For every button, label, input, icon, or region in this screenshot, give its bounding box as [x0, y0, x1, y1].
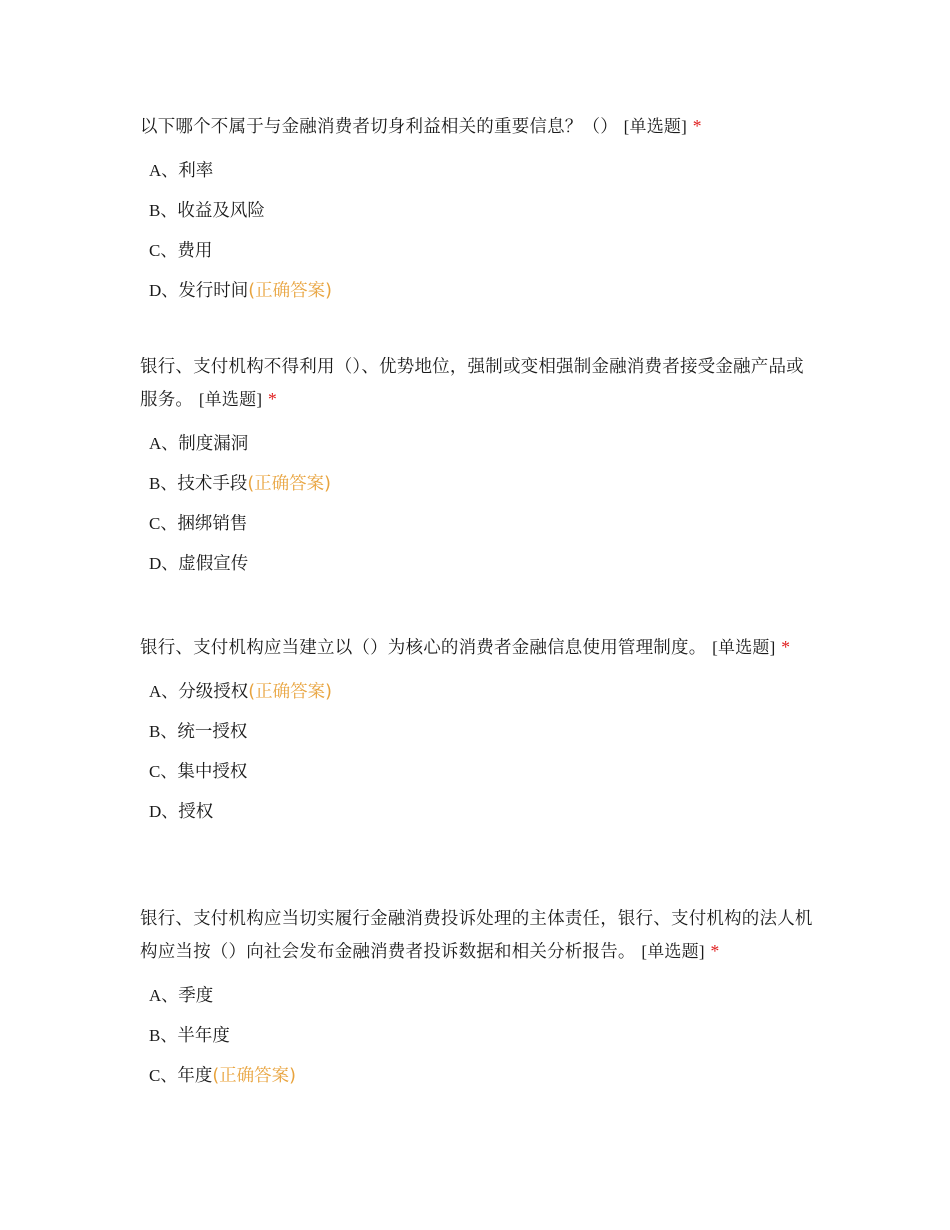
option-text: 年度 [177, 1066, 213, 1086]
option-text: 收益及风险 [177, 201, 265, 221]
option-list [140, 976, 815, 1096]
option-letter: B、 [149, 474, 178, 493]
question-stem [140, 631, 815, 664]
option-b[interactable] [140, 712, 815, 752]
question-stem [140, 351, 815, 416]
required-mark: * [267, 389, 277, 409]
option-list [140, 672, 815, 832]
correct-answer-label: (正确答案) [248, 682, 332, 702]
correct-answer-label: (正确答案) [247, 474, 331, 494]
question-text: 以下哪个不属于与金融消费者切身利益相关的重要信息？（） [140, 117, 618, 137]
question-text: 银行、支付机构应当建立以（）为核心的消费者金融信息使用管理制度。 [140, 638, 707, 658]
option-c[interactable] [140, 1056, 815, 1096]
option-letter: C、 [149, 762, 178, 781]
option-text: 虚假宣传 [178, 554, 249, 574]
option-letter: B、 [149, 1026, 178, 1045]
option-list [140, 424, 815, 584]
option-a[interactable] [140, 976, 815, 1016]
correct-answer-label: (正确答案) [212, 1066, 296, 1086]
option-list [140, 151, 815, 311]
question-1 [140, 110, 815, 311]
option-letter: A、 [149, 434, 179, 453]
option-text: 统一授权 [177, 722, 248, 742]
option-text: 捆绑销售 [177, 514, 248, 534]
option-text: 制度漏洞 [178, 434, 249, 454]
option-a[interactable] [140, 424, 815, 464]
option-text: 集中授权 [177, 762, 248, 782]
option-b[interactable] [140, 464, 815, 504]
question-stem [140, 110, 815, 143]
required-mark: * [781, 637, 791, 657]
option-letter: D、 [149, 802, 179, 821]
correct-answer-label: (正确答案) [248, 281, 332, 301]
option-text: 利率 [178, 161, 214, 181]
option-d[interactable] [140, 544, 815, 584]
option-letter: B、 [149, 722, 178, 741]
option-c[interactable] [140, 752, 815, 792]
question-text: 银行、支付机构应当切实履行金融消费投诉处理的主体责任，银行、支付机构的法人机构应当按（）向社会发布金融消费者投诉数据和相关分析报告。 [140, 909, 813, 962]
option-text: 分级授权 [178, 682, 249, 702]
option-letter: C、 [149, 241, 178, 260]
option-a[interactable] [140, 151, 815, 191]
question-text: 银行、支付机构不得利用（）、优势地位，强制或变相强制金融消费者接受金融产品或服务。 [140, 357, 804, 410]
option-letter: C、 [149, 1066, 178, 1085]
option-b[interactable] [140, 1016, 815, 1056]
question-type-tag: [单选题] [641, 942, 705, 961]
option-letter: A、 [149, 986, 179, 1005]
option-c[interactable] [140, 231, 815, 271]
option-a[interactable] [140, 672, 815, 712]
option-text: 授权 [178, 802, 214, 822]
required-mark: * [692, 116, 702, 136]
option-letter: A、 [149, 682, 179, 701]
option-text: 半年度 [177, 1026, 230, 1046]
option-letter: D、 [149, 281, 179, 300]
option-d[interactable] [140, 271, 815, 311]
option-text: 季度 [178, 986, 214, 1006]
option-letter: B、 [149, 201, 178, 220]
option-letter: A、 [149, 161, 179, 180]
question-stem [140, 903, 815, 968]
question-4 [140, 903, 815, 1096]
question-type-tag: [单选题] [623, 117, 687, 136]
option-letter: C、 [149, 514, 178, 533]
question-3 [140, 631, 815, 832]
option-letter: D、 [149, 554, 179, 573]
option-b[interactable] [140, 191, 815, 231]
question-2 [140, 351, 815, 584]
question-type-tag: [单选题] [712, 638, 776, 657]
option-c[interactable] [140, 504, 815, 544]
required-mark: * [710, 941, 720, 961]
option-text: 费用 [177, 241, 213, 261]
question-type-tag: [单选题] [198, 390, 263, 409]
option-text: 技术手段 [177, 474, 248, 494]
option-text: 发行时间 [178, 281, 249, 301]
option-d[interactable] [140, 792, 815, 832]
